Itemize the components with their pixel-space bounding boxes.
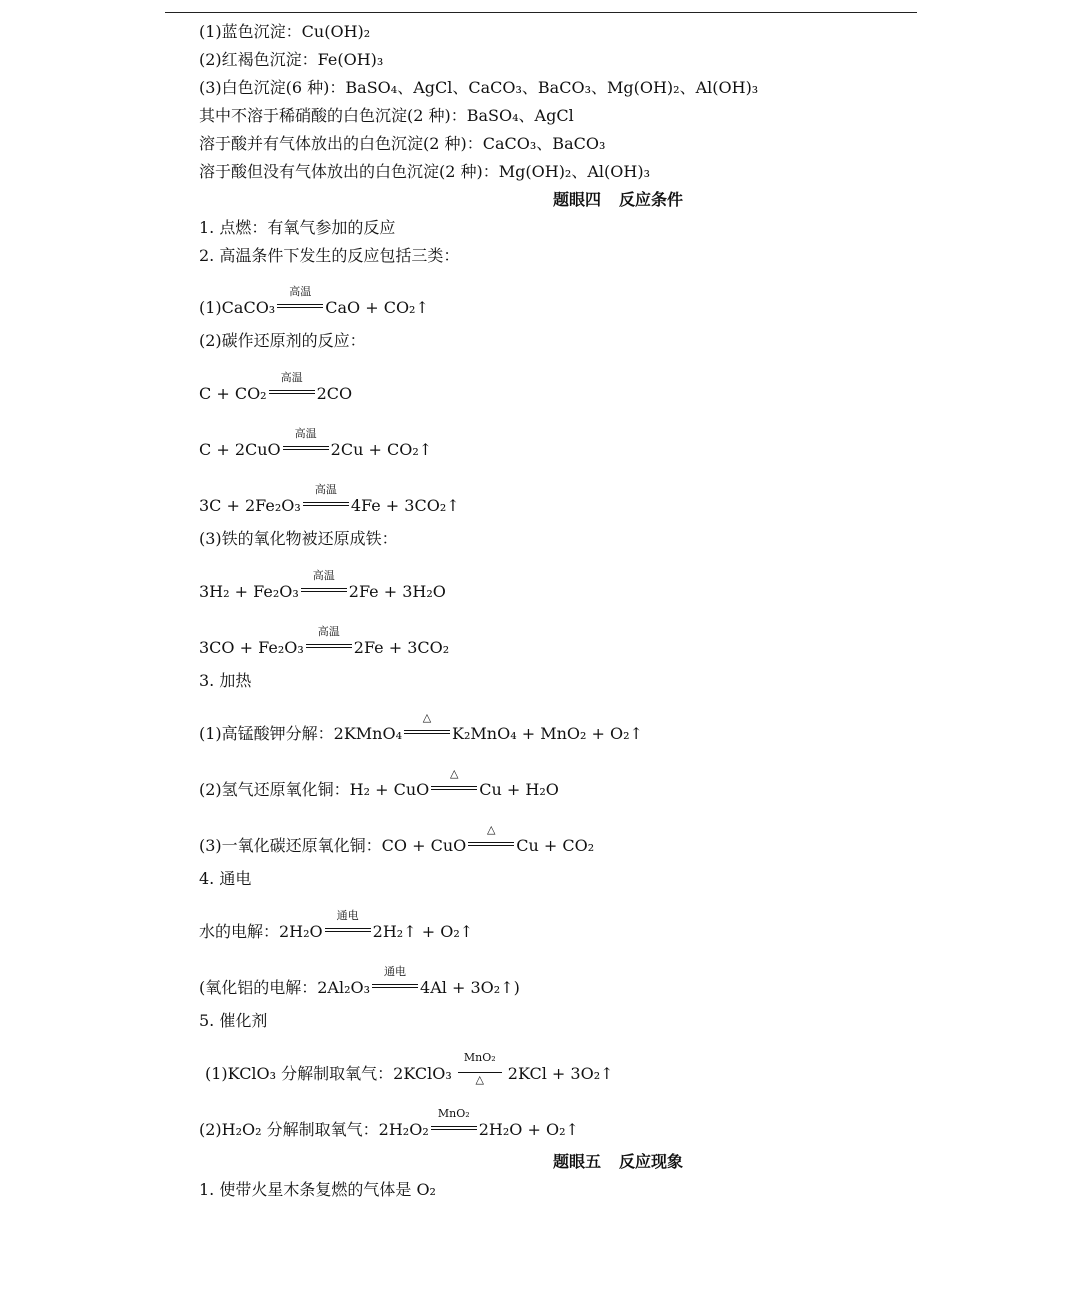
equation (199, 808, 917, 864)
content-body (199, 18, 917, 1204)
condition-arrow (431, 767, 477, 800)
equation (199, 412, 917, 468)
condition-arrow (303, 483, 349, 516)
eq-condition: 高温 (317, 625, 340, 638)
eq-condition: △ (450, 767, 459, 780)
text-line: 1. 点燃：有氧气参加的反应 (199, 218, 396, 237)
equation (199, 894, 917, 950)
eq-left: (2)H₂O₂ 分解制取氧气：2H₂O₂ (199, 1120, 429, 1139)
heading-title: 反应现象 (619, 1152, 684, 1171)
equation (199, 468, 917, 524)
eq-right: 2Fe + 3H₂O (348, 582, 446, 601)
eq-condition: 高温 (289, 285, 312, 298)
text-line: (2)碳作还原剂的反应： (199, 331, 366, 350)
eq-condition: 高温 (280, 371, 303, 384)
condition-arrow (404, 711, 450, 744)
text-line: 1. 使带火星木条复燃的气体是 O₂ (199, 1180, 436, 1199)
eq-right: 2CO (316, 384, 353, 403)
heading-label: 题眼五 (552, 1152, 601, 1171)
condition-arrow (306, 625, 352, 658)
eq-condition: 高温 (294, 427, 317, 440)
eq-catalyst: MnO₂ (463, 1051, 496, 1064)
eq-left: 3CO + Fe₂O₃ (199, 638, 304, 657)
eq-condition: 通电 (336, 909, 359, 922)
condition-arrow (301, 569, 347, 602)
eq-left: C + 2CuO (199, 440, 281, 459)
text-line: (3)铁的氧化物被还原成铁： (199, 529, 398, 548)
section-heading-4 (199, 186, 917, 214)
eq-right: 2KCl + 3O₂↑ (507, 1064, 614, 1083)
eq-left: (氧化铝的电解：2Al₂O₃ (199, 978, 371, 997)
eq-right: 2H₂↑ + O₂↑ (372, 922, 474, 941)
text-line: (2)红褐色沉淀：Fe(OH)₃ (199, 50, 384, 69)
catalyst-fraction (458, 1051, 502, 1086)
equation (199, 1036, 917, 1092)
text-line: (3)白色沉淀(6 种)：BaSO₄、AgCl、CaCO₃、BaCO₃、Mg(OH)₂、Al(OH)₃ (199, 78, 759, 97)
equation (199, 752, 917, 808)
text-line: 溶于酸并有气体放出的白色沉淀(2 种)：CaCO₃、BaCO₃ (199, 134, 606, 153)
eq-condition: △ (487, 823, 496, 836)
heading-label: 题眼四 (552, 190, 601, 209)
eq-right: Cu + H₂O (479, 780, 559, 799)
eq-condition: MnO₂ (437, 1107, 470, 1120)
equation (199, 610, 917, 666)
eq-left: (2)氢气还原氧化铜：H₂ + CuO (199, 780, 430, 799)
eq-right: K₂MnO₄ + MnO₂ + O₂↑ (452, 724, 643, 743)
condition-arrow (468, 823, 514, 856)
equation (199, 270, 917, 326)
eq-condition: 高温 (312, 569, 335, 582)
eq-right: 2Fe + 3CO₂ (353, 638, 450, 657)
equation (199, 950, 917, 1006)
eq-left: 水的电解：2H₂O (199, 922, 323, 941)
condition-arrow (325, 909, 371, 942)
equation (199, 554, 917, 610)
condition-arrow (431, 1107, 477, 1140)
eq-left: (1)CaCO₃ (199, 298, 276, 317)
eq-left: (1)KClO₃ 分解制取氧气：2KClO₃ (205, 1064, 452, 1083)
eq-right: Cu + CO₂ (516, 836, 595, 855)
equation (199, 356, 917, 412)
eq-heat: △ (475, 1073, 484, 1086)
text-line: 5. 催化剂 (199, 1011, 268, 1030)
eq-right: 2H₂O + O₂↑ (478, 1120, 579, 1139)
condition-arrow (283, 427, 329, 460)
eq-left: 3C + 2Fe₂O₃ (199, 496, 301, 515)
condition-arrow (372, 965, 418, 998)
eq-condition: 高温 (314, 483, 337, 496)
text-line: 3. 加热 (199, 671, 252, 690)
eq-right: CaO + CO₂↑ (325, 298, 429, 317)
eq-left: 3H₂ + Fe₂O₃ (199, 582, 299, 601)
eq-condition: 通电 (384, 965, 407, 978)
top-rule (165, 12, 917, 13)
condition-arrow (269, 371, 315, 404)
equation (199, 1092, 917, 1148)
eq-right: 2Cu + CO₂↑ (330, 440, 433, 459)
section-heading-5 (199, 1148, 917, 1176)
text-line: (1)蓝色沉淀：Cu(OH)₂ (199, 22, 371, 41)
eq-condition: △ (422, 711, 432, 724)
condition-arrow (277, 285, 323, 318)
equation (199, 696, 917, 752)
eq-left: (1)高锰酸钾分解：2KMnO₄ (199, 724, 403, 743)
eq-left: C + CO₂ (199, 384, 267, 403)
text-line: 溶于酸但没有气体放出的白色沉淀(2 种)：Mg(OH)₂、Al(OH)₃ (199, 162, 650, 181)
eq-left: (3)一氧化碳还原氧化铜：CO + CuO (199, 836, 467, 855)
eq-right: 4Al + 3O₂↑) (420, 978, 520, 997)
text-line: 2. 高温条件下发生的反应包括三类： (199, 246, 460, 265)
eq-right: 4Fe + 3CO₂↑ (350, 496, 460, 515)
text-line: 4. 通电 (199, 869, 252, 888)
heading-title: 反应条件 (619, 190, 684, 209)
text-line: 其中不溶于稀硝酸的白色沉淀(2 种)：BaSO₄、AgCl (199, 106, 574, 125)
